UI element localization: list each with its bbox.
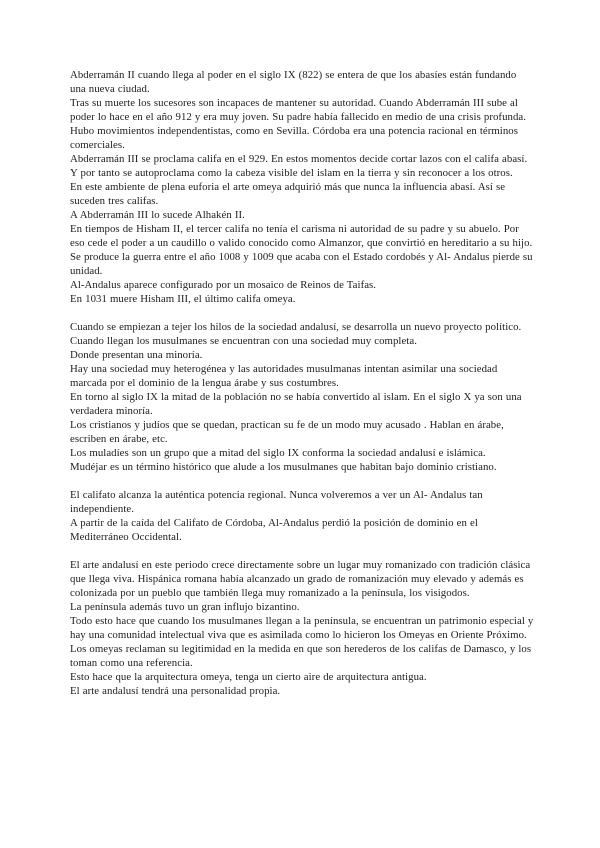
paragraph: Cuando se empiezan a tejer los hilos de la sociedad andalusí, se desarrolla un nuevo proyecto político. — [70, 321, 522, 333]
paragraph: En 1031 muere Hisham III, el último califa omeya. — [70, 293, 296, 305]
paragraph: Todo esto hace que cuando los musulmanes llegan a la península, se encuentran un patrimonio especial y hay una comunidad intelectual viva que es asimilada como lo hicieron los Omeyas en Oriente Próximo. — [70, 615, 534, 641]
paragraph: El arte andalusí tendrá una personalidad propia. — [70, 685, 281, 697]
text-block-andalusi-art — [70, 558, 534, 698]
paragraph: Hay una sociedad muy heterogénea y las autoridades musulmanas intentan asimilar una sociedad marcada por el dominio de la lengua árabe y sus costumbres. — [70, 363, 498, 389]
paragraph: En este ambiente de plena euforia el arte omeya adquirió más que nunca la influencia abasí. Así se suceden tres califas. — [70, 181, 506, 207]
paragraph: Tras su muerte los sucesores son incapaces de mantener su autoridad. Cuando Abderramán III sube al poder lo hace en el año 912 y era muy joven. Su padre había fallecido en medio de una crisis profunda. Hubo movimientos independentistas, como en Sevilla. Córdoba era una potencia racional en términos comerciales. — [70, 97, 527, 151]
text-block-caliphate-history — [70, 68, 534, 306]
paragraph: Al-Andalus aparece configurado por un mosaico de Reinos de Taifas. — [70, 279, 377, 291]
paragraph: Cuando llegan los musulmanes se encuentran con una sociedad muy completa. — [70, 335, 417, 347]
paragraph: Se produce la guerra entre el año 1008 y 1009 que acaba con el Estado cordobés y Al- Andalus pierde su unidad. — [70, 251, 533, 277]
paragraph: A Abderramán III lo sucede Alhakén II. — [70, 209, 245, 221]
paragraph: Esto hace que la arquitectura omeya, tenga un cierto aire de arquitectura antigua. — [70, 671, 427, 683]
paragraph: La península además tuvo un gran influjo bizantino. — [70, 601, 300, 613]
paragraph: El arte andalusí en este periodo crece directamente sobre un lugar muy romanizado con tradición clásica que llega viva. Hispánica romana había alcanzado un grado de romanización muy elevado y además es colonizada por un pueblo que también llega muy romanizado a la península, los visigodos. — [70, 559, 531, 599]
text-block-andalusi-society — [70, 320, 534, 474]
paragraph: El califato alcanza la auténtica potencia regional. Nunca volveremos a ver un Al- Andalus tan independiente. — [70, 489, 483, 515]
paragraph: Abderramán II cuando llega al poder en el siglo IX (822) se entera de que los abasíes están fundando una nueva ciudad. — [70, 69, 517, 95]
paragraph: A partir de la caída del Califato de Córdoba, Al-Andalus perdió la posición de dominio en el Mediterráneo Occidental. — [70, 517, 478, 543]
paragraph: Mudéjar es un término histórico que alude a los musulmanes que habitan bajo dominio cristiano. — [70, 461, 497, 473]
paragraph: En tiempos de Hisham II, el tercer califa no tenía el carisma ni autoridad de su padre y su abuelo. Por eso cede el poder a un caudillo o valido conocido como Almanzor, que convirtió en hereditario a su hijo. — [70, 223, 533, 249]
paragraph: Los omeyas reclaman su legitimidad en la medida en que son herederos de los califas de Damasco, y los toman como una referencia. — [70, 643, 532, 669]
paragraph: Donde presentan una minoría. — [70, 349, 203, 361]
text-block-caliphate-power — [70, 488, 534, 544]
paragraph: Abderramán III se proclama califa en el 929. En estos momentos decide cortar lazos con el califa abasí. Y por tanto se autoproclama como la cabeza visible del islam en la tierra y sin reconocer a los otros. — [70, 153, 528, 179]
paragraph: Los muladíes son un grupo que a mitad del siglo IX conforma la sociedad andalusí e islámica. — [70, 447, 486, 459]
paragraph: En torno al siglo IX la mitad de la población no se había convertido al islam. En el siglo X ya son una verdadera minoría. — [70, 391, 522, 417]
paragraph: Los cristianos y judíos que se quedan, practican su fe de un modo muy acusado . Hablan en árabe, escriben en árabe, etc. — [70, 419, 504, 445]
